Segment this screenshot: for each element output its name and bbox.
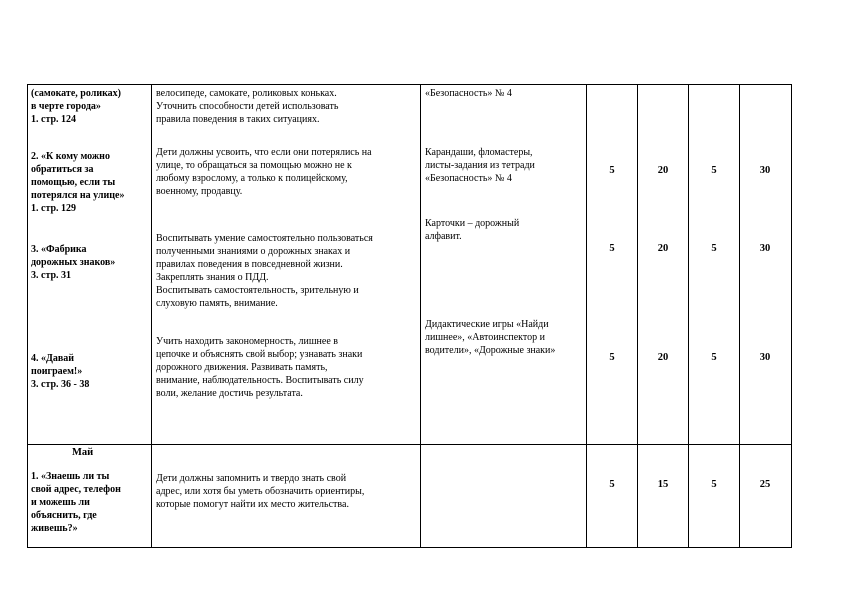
number-cell: 5 <box>609 479 615 490</box>
table-right-border <box>791 84 792 548</box>
number-cell: 15 <box>657 479 669 490</box>
number-cell: 30 <box>759 165 771 176</box>
material-cell: Карандаши, фломастеры, листы-задания из тетради «Безопасность» № 4 <box>425 147 535 184</box>
number-cell: 5 <box>711 479 717 490</box>
month-heading: Май <box>72 447 94 458</box>
goal-cell: Дети должны усвоить, что если они потерялись на улице, то обращаться за помощью можно не к любому взрослому, а только к полицейскому, военному, продавцу. <box>156 147 372 197</box>
topic-cell: 4. «Давай поиграем!» 3. стр. 36 - 38 <box>31 353 90 390</box>
number-cell: 5 <box>711 165 717 176</box>
material-cell: «Безопасность» № 4 <box>425 88 512 99</box>
number-cell: 5 <box>609 352 615 363</box>
number-cell: 30 <box>759 352 771 363</box>
goal-cell: Дети должны запомнить и твердо знать свой адрес, или хотя бы уметь обозначить ориентиры, которые помогут найти их место жительства. <box>156 473 365 510</box>
number-cell: 5 <box>711 352 717 363</box>
table-top-border <box>27 84 792 85</box>
topic-cell: 2. «К кому можно обратиться за помощью, если ты потерялся на улице» 1. стр. 129 <box>31 151 125 214</box>
number-cell: 20 <box>657 165 669 176</box>
table-left-border <box>27 84 28 548</box>
number-cell: 5 <box>711 243 717 254</box>
number-cell: 5 <box>609 165 615 176</box>
topic-cell: (самокате, роликах) в черте города» 1. стр. 124 <box>31 88 122 125</box>
number-cell: 20 <box>657 352 669 363</box>
goal-cell: Учить находить закономерность, лишнее в цепочке и объяснять свой выбор; узнавать знаки дорожного движения. Развивать память, внимание, наблюдательность. Воспитывать силу воли, желание достичь результата. <box>156 336 364 399</box>
topic-cell: 1. «Знаешь ли ты свой адрес, телефон и можешь ли объяснить, где живешь?» <box>31 471 121 534</box>
goal-cell: велосипеде, самокате, роликовых коньках. Уточнить способности детей использовать правила поведения в таких ситуациях. <box>156 88 339 125</box>
column-divider <box>151 84 152 548</box>
row-divider <box>27 444 792 445</box>
topic-cell: 3. «Фабрика дорожных знаков» 3. стр. 31 <box>31 244 116 281</box>
number-cell: 30 <box>759 243 771 254</box>
column-divider <box>420 84 421 548</box>
number-cell: 25 <box>759 479 771 490</box>
material-cell: Дидактические игры «Найди лишнее», «Автоинспектор и водители», «Дорожные знаки» <box>425 319 556 356</box>
number-cell: 20 <box>657 243 669 254</box>
number-cell: 5 <box>609 243 615 254</box>
goal-cell: Воспитывать умение самостоятельно пользоваться полученными знаниями о дорожных знаках и правилах поведения в повседневной жизни. Закреплять знания о ПДД. Воспитывать самостоятельность, зрительную и слуховую память, внимание. <box>156 233 373 309</box>
material-cell: Карточки – дорожный алфавит. <box>425 218 520 242</box>
table-bottom-border <box>27 547 792 548</box>
